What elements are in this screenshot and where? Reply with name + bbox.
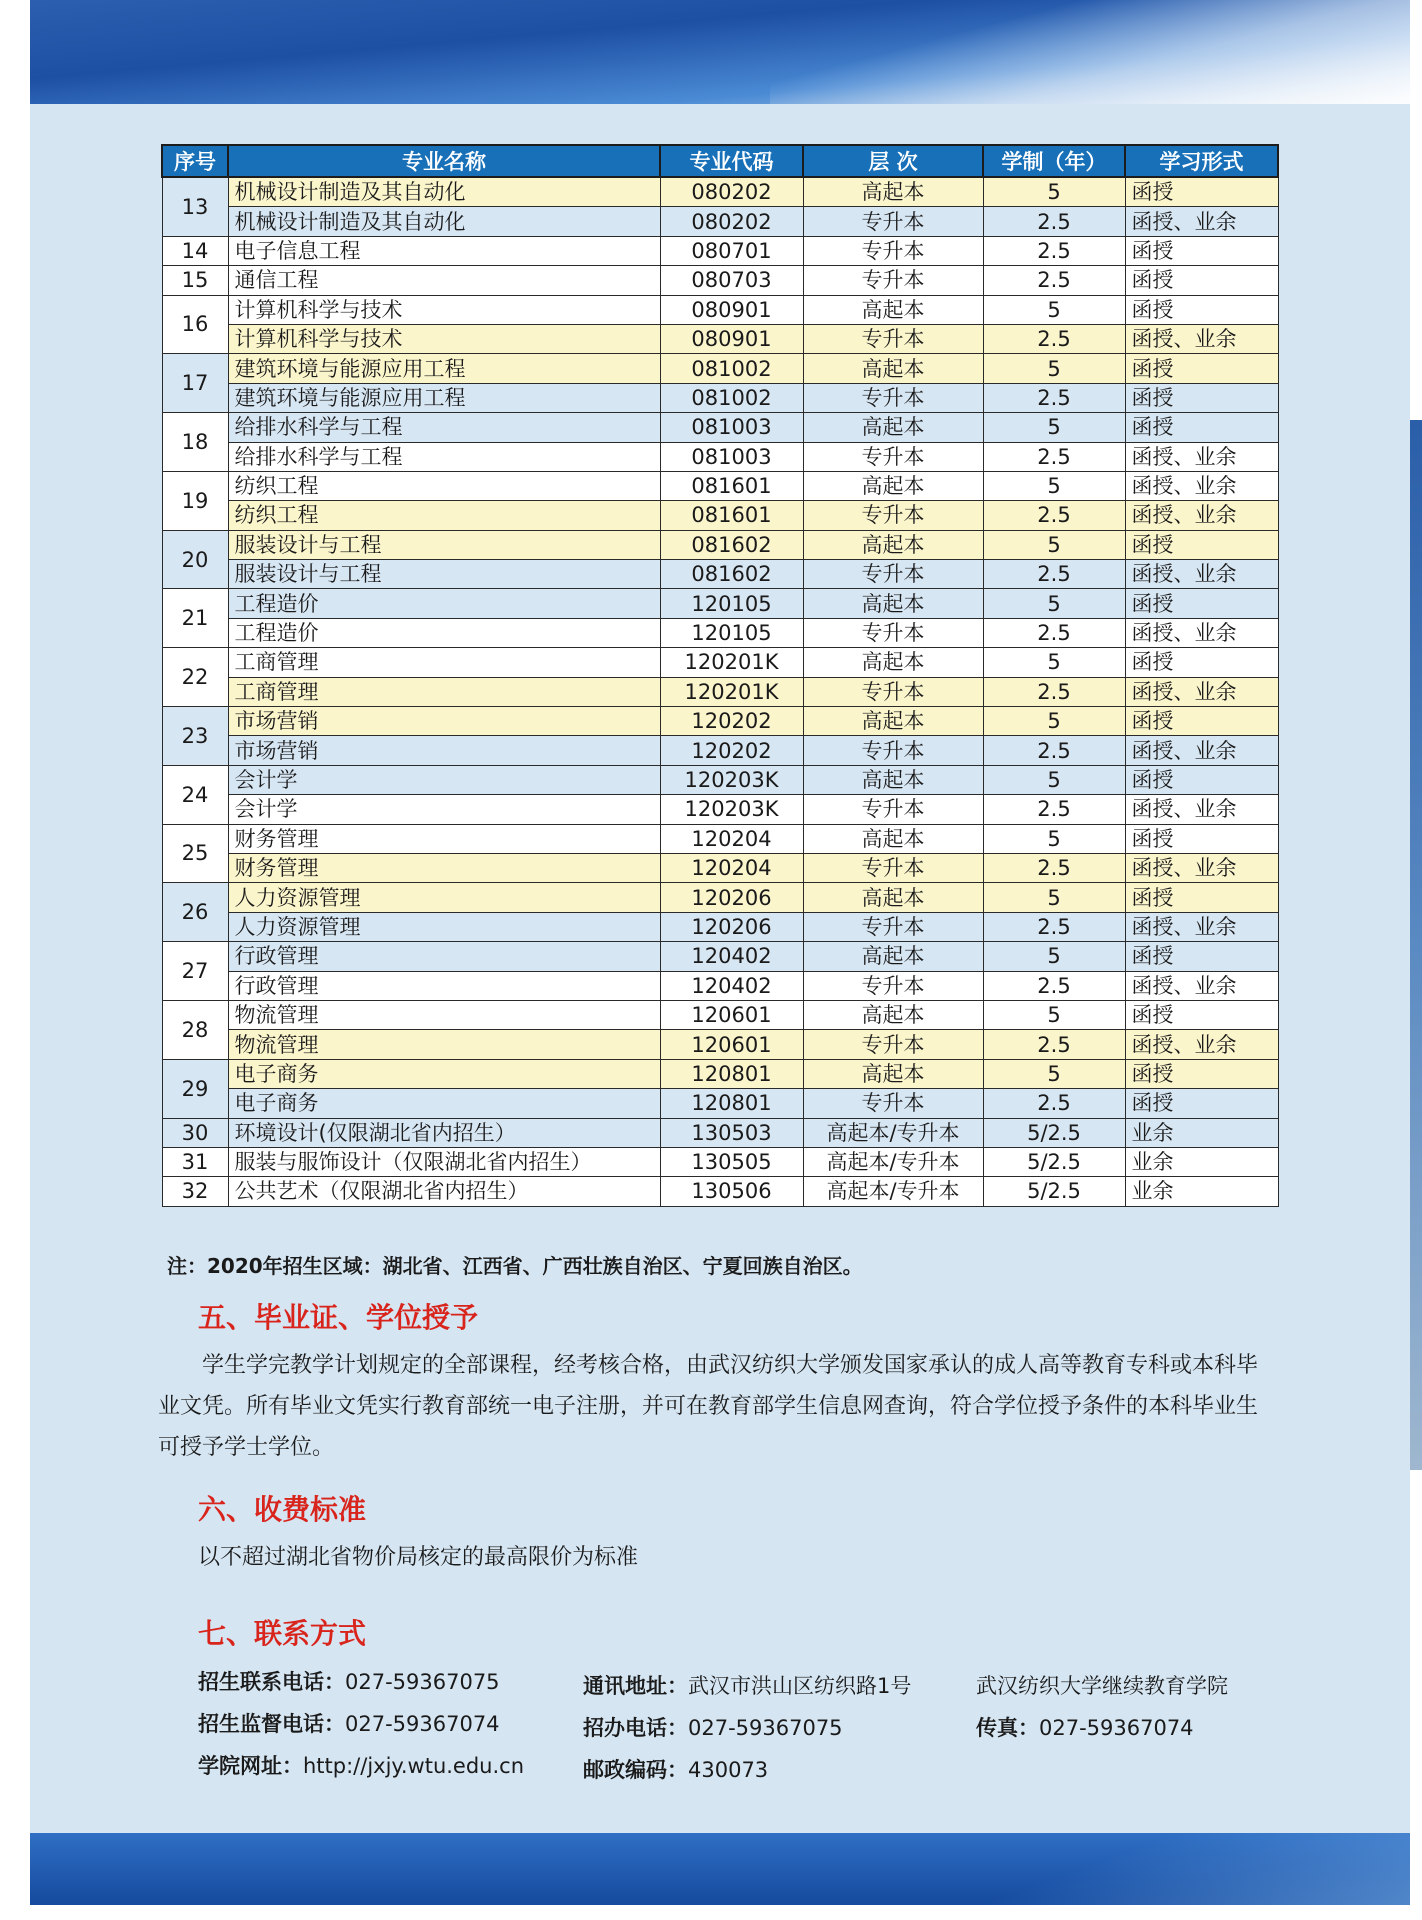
cell-code: 080901 bbox=[660, 295, 803, 324]
cell-mode: 函授 bbox=[1125, 266, 1278, 295]
table-row bbox=[162, 1030, 1278, 1059]
cell-code: 080202 bbox=[660, 177, 803, 207]
table-row bbox=[162, 912, 1278, 941]
cell-mode: 函授、业余 bbox=[1125, 677, 1278, 706]
side-strip bbox=[1410, 420, 1422, 1470]
cell-mode: 函授、业余 bbox=[1125, 853, 1278, 882]
cell-years: 5 bbox=[983, 1000, 1125, 1029]
cell-mode: 函授 bbox=[1125, 707, 1278, 736]
top-banner-wave bbox=[770, 0, 1410, 104]
table-row bbox=[162, 413, 1278, 442]
table-row bbox=[162, 177, 1278, 207]
cell-years: 5 bbox=[983, 589, 1125, 618]
cell-code: 120206 bbox=[660, 883, 803, 912]
cell-years: 5 bbox=[983, 883, 1125, 912]
table-row bbox=[162, 795, 1278, 824]
bottom-banner-wave bbox=[890, 1833, 1410, 1905]
table-row bbox=[162, 236, 1278, 265]
cell-code: 130505 bbox=[660, 1147, 803, 1176]
cell-code: 081002 bbox=[660, 354, 803, 383]
cell-level: 专升本 bbox=[803, 207, 983, 236]
cell-name: 工商管理 bbox=[228, 677, 660, 706]
cell-code: 080901 bbox=[660, 324, 803, 353]
cell-code: 120402 bbox=[660, 942, 803, 971]
cell-no: 26 bbox=[162, 883, 228, 942]
cell-no: 32 bbox=[162, 1177, 228, 1206]
cell-no: 19 bbox=[162, 471, 228, 530]
cell-mode: 函授、业余 bbox=[1125, 501, 1278, 530]
cell-name: 机械设计制造及其自动化 bbox=[228, 207, 660, 236]
section-6-title: 六、收费标准 bbox=[198, 1493, 367, 1526]
cell-years: 2.5 bbox=[983, 324, 1125, 353]
cell-level: 高起本 bbox=[803, 648, 983, 677]
cell-years: 2.5 bbox=[983, 1030, 1125, 1059]
contact-supervise bbox=[198, 1708, 500, 1738]
cell-years: 2.5 bbox=[983, 971, 1125, 1000]
cell-years: 5 bbox=[983, 707, 1125, 736]
cell-name: 给排水科学与工程 bbox=[228, 413, 660, 442]
cell-years: 5/2.5 bbox=[983, 1118, 1125, 1147]
cell-name: 电子信息工程 bbox=[228, 236, 660, 265]
cell-years: 2.5 bbox=[983, 912, 1125, 941]
cell-level: 专升本 bbox=[803, 266, 983, 295]
cell-years: 2.5 bbox=[983, 853, 1125, 882]
contact-office bbox=[583, 1712, 843, 1742]
contact-supervise-value: 027-59367074 bbox=[345, 1712, 500, 1736]
cell-years: 2.5 bbox=[983, 236, 1125, 265]
cell-mode: 函授、业余 bbox=[1125, 560, 1278, 589]
contact-phone bbox=[198, 1666, 500, 1696]
table-row bbox=[162, 471, 1278, 500]
cell-name: 服装设计与工程 bbox=[228, 530, 660, 559]
cell-level: 专升本 bbox=[803, 324, 983, 353]
cell-years: 5 bbox=[983, 295, 1125, 324]
cell-level: 专升本 bbox=[803, 1030, 983, 1059]
cell-no: 29 bbox=[162, 1059, 228, 1118]
header-years: 学制（年） bbox=[983, 145, 1125, 177]
contact-address-label: 通讯地址： bbox=[583, 1674, 688, 1698]
cell-name: 物流管理 bbox=[228, 1030, 660, 1059]
contact-supervise-label: 招生监督电话： bbox=[198, 1712, 345, 1736]
cell-level: 专升本 bbox=[803, 853, 983, 882]
cell-mode: 函授、业余 bbox=[1125, 442, 1278, 471]
table-row bbox=[162, 1147, 1278, 1176]
cell-level: 专升本 bbox=[803, 677, 983, 706]
contact-postcode-label: 邮政编码： bbox=[583, 1758, 688, 1782]
cell-no: 18 bbox=[162, 413, 228, 472]
cell-name: 服装设计与工程 bbox=[228, 560, 660, 589]
majors-table-body bbox=[162, 177, 1278, 1206]
table-row bbox=[162, 266, 1278, 295]
table-row bbox=[162, 354, 1278, 383]
cell-level: 高起本/专升本 bbox=[803, 1147, 983, 1176]
header-level: 层 次 bbox=[803, 145, 983, 177]
cell-years: 5/2.5 bbox=[983, 1147, 1125, 1176]
cell-no: 30 bbox=[162, 1118, 228, 1147]
cell-years: 5 bbox=[983, 824, 1125, 853]
cell-level: 高起本 bbox=[803, 824, 983, 853]
enrollment-note: 注：2020年招生区域：湖北省、江西省、广西壮族自治区、宁夏回族自治区。 bbox=[167, 1254, 863, 1278]
cell-name: 市场营销 bbox=[228, 707, 660, 736]
cell-mode: 函授 bbox=[1125, 413, 1278, 442]
cell-years: 2.5 bbox=[983, 560, 1125, 589]
cell-code: 081601 bbox=[660, 501, 803, 530]
cell-name: 市场营销 bbox=[228, 736, 660, 765]
cell-level: 高起本 bbox=[803, 177, 983, 207]
cell-mode: 函授、业余 bbox=[1125, 736, 1278, 765]
cell-code: 120206 bbox=[660, 912, 803, 941]
cell-level: 高起本/专升本 bbox=[803, 1118, 983, 1147]
cell-mode: 函授 bbox=[1125, 383, 1278, 412]
cell-level: 高起本 bbox=[803, 471, 983, 500]
cell-years: 5 bbox=[983, 471, 1125, 500]
cell-name: 行政管理 bbox=[228, 971, 660, 1000]
cell-mode: 函授 bbox=[1125, 295, 1278, 324]
cell-level: 专升本 bbox=[803, 501, 983, 530]
cell-code: 120601 bbox=[660, 1000, 803, 1029]
cell-level: 专升本 bbox=[803, 736, 983, 765]
cell-code: 130503 bbox=[660, 1118, 803, 1147]
top-banner bbox=[30, 0, 1410, 104]
cell-level: 高起本/专升本 bbox=[803, 1177, 983, 1206]
cell-mode: 函授、业余 bbox=[1125, 207, 1278, 236]
table-row bbox=[162, 942, 1278, 971]
cell-name: 建筑环境与能源应用工程 bbox=[228, 383, 660, 412]
table-row bbox=[162, 1118, 1278, 1147]
cell-mode: 函授、业余 bbox=[1125, 912, 1278, 941]
contact-fax-value: 027-59367074 bbox=[1039, 1716, 1194, 1740]
cell-mode: 函授 bbox=[1125, 530, 1278, 559]
cell-mode: 函授 bbox=[1125, 1000, 1278, 1029]
cell-name: 计算机科学与技术 bbox=[228, 295, 660, 324]
cell-no: 27 bbox=[162, 942, 228, 1001]
cell-name: 工商管理 bbox=[228, 648, 660, 677]
cell-code: 120204 bbox=[660, 824, 803, 853]
cell-name: 工程造价 bbox=[228, 618, 660, 647]
cell-years: 5 bbox=[983, 530, 1125, 559]
cell-code: 081003 bbox=[660, 442, 803, 471]
cell-name: 服装与服饰设计（仅限湖北省内招生） bbox=[228, 1147, 660, 1176]
cell-years: 2.5 bbox=[983, 1089, 1125, 1118]
cell-mode: 函授 bbox=[1125, 589, 1278, 618]
cell-name: 通信工程 bbox=[228, 266, 660, 295]
cell-level: 专升本 bbox=[803, 971, 983, 1000]
cell-code: 080701 bbox=[660, 236, 803, 265]
cell-name: 环境设计(仅限湖北省内招生） bbox=[228, 1118, 660, 1147]
contact-postcode bbox=[583, 1754, 768, 1784]
table-row bbox=[162, 501, 1278, 530]
cell-name: 会计学 bbox=[228, 795, 660, 824]
cell-name: 工程造价 bbox=[228, 589, 660, 618]
cell-years: 2.5 bbox=[983, 618, 1125, 647]
contact-office-value: 027-59367075 bbox=[688, 1716, 843, 1740]
header-name: 专业名称 bbox=[228, 145, 660, 177]
cell-years: 5 bbox=[983, 177, 1125, 207]
cell-code: 120201K bbox=[660, 677, 803, 706]
cell-mode: 函授 bbox=[1125, 648, 1278, 677]
cell-mode: 函授 bbox=[1125, 354, 1278, 383]
cell-code: 081602 bbox=[660, 560, 803, 589]
cell-name: 财务管理 bbox=[228, 853, 660, 882]
cell-code: 120204 bbox=[660, 853, 803, 882]
cell-level: 专升本 bbox=[803, 236, 983, 265]
cell-level: 专升本 bbox=[803, 383, 983, 412]
cell-years: 2.5 bbox=[983, 795, 1125, 824]
cell-years: 5 bbox=[983, 1059, 1125, 1088]
cell-code: 120203K bbox=[660, 765, 803, 794]
section-5-title: 五、毕业证、学位授予 bbox=[198, 1301, 479, 1334]
contact-college: 武汉纺织大学继续教育学院 bbox=[976, 1674, 1228, 1698]
cell-name: 电子商务 bbox=[228, 1059, 660, 1088]
cell-code: 130506 bbox=[660, 1177, 803, 1206]
table-row bbox=[162, 736, 1278, 765]
header-no: 序号 bbox=[162, 145, 228, 177]
cell-no: 24 bbox=[162, 765, 228, 824]
cell-no: 21 bbox=[162, 589, 228, 648]
cell-level: 专升本 bbox=[803, 618, 983, 647]
cell-name: 纺织工程 bbox=[228, 501, 660, 530]
cell-code: 120105 bbox=[660, 618, 803, 647]
cell-name: 人力资源管理 bbox=[228, 883, 660, 912]
bottom-banner bbox=[30, 1833, 1410, 1905]
cell-years: 2.5 bbox=[983, 736, 1125, 765]
table-row bbox=[162, 1000, 1278, 1029]
cell-mode: 函授 bbox=[1125, 1089, 1278, 1118]
cell-level: 高起本 bbox=[803, 883, 983, 912]
contact-phone-label: 招生联系电话： bbox=[198, 1670, 345, 1694]
cell-no: 13 bbox=[162, 177, 228, 236]
cell-no: 20 bbox=[162, 530, 228, 589]
cell-name: 人力资源管理 bbox=[228, 912, 660, 941]
cell-mode: 函授、业余 bbox=[1125, 1030, 1278, 1059]
contact-phone-value: 027-59367075 bbox=[345, 1670, 500, 1694]
cell-name: 物流管理 bbox=[228, 1000, 660, 1029]
cell-no: 22 bbox=[162, 648, 228, 707]
cell-level: 高起本 bbox=[803, 295, 983, 324]
cell-code: 120203K bbox=[660, 795, 803, 824]
table-row bbox=[162, 853, 1278, 882]
section-6-body: 以不超过湖北省物价局核定的最高限价为标准 bbox=[198, 1545, 639, 1570]
cell-code: 120402 bbox=[660, 971, 803, 1000]
cell-no: 23 bbox=[162, 707, 228, 766]
cell-name: 机械设计制造及其自动化 bbox=[228, 177, 660, 207]
cell-no: 16 bbox=[162, 295, 228, 354]
header-code: 专业代码 bbox=[660, 145, 803, 177]
contact-website-label: 学院网址： bbox=[198, 1754, 303, 1778]
header-mode: 学习形式 bbox=[1125, 145, 1278, 177]
cell-years: 2.5 bbox=[983, 677, 1125, 706]
cell-mode: 业余 bbox=[1125, 1118, 1278, 1147]
cell-years: 2.5 bbox=[983, 266, 1125, 295]
contact-office-label: 招办电话： bbox=[583, 1716, 688, 1740]
contact-address-value: 武汉市洪山区纺织路1号 bbox=[688, 1674, 912, 1698]
cell-code: 080703 bbox=[660, 266, 803, 295]
cell-level: 高起本 bbox=[803, 1059, 983, 1088]
cell-mode: 函授 bbox=[1125, 236, 1278, 265]
cell-mode: 函授 bbox=[1125, 1059, 1278, 1088]
cell-level: 高起本 bbox=[803, 1000, 983, 1029]
cell-no: 14 bbox=[162, 236, 228, 265]
cell-mode: 函授、业余 bbox=[1125, 618, 1278, 647]
table-row bbox=[162, 677, 1278, 706]
cell-mode: 函授、业余 bbox=[1125, 471, 1278, 500]
cell-no: 28 bbox=[162, 1000, 228, 1059]
cell-code: 120202 bbox=[660, 736, 803, 765]
table-row bbox=[162, 530, 1278, 559]
table-row bbox=[162, 971, 1278, 1000]
cell-code: 120105 bbox=[660, 589, 803, 618]
cell-years: 5 bbox=[983, 765, 1125, 794]
cell-years: 5 bbox=[983, 413, 1125, 442]
cell-years: 5 bbox=[983, 354, 1125, 383]
cell-name: 建筑环境与能源应用工程 bbox=[228, 354, 660, 383]
cell-code: 120202 bbox=[660, 707, 803, 736]
cell-no: 25 bbox=[162, 824, 228, 883]
cell-code: 120201K bbox=[660, 648, 803, 677]
table-row bbox=[162, 295, 1278, 324]
cell-name: 给排水科学与工程 bbox=[228, 442, 660, 471]
cell-code: 120801 bbox=[660, 1089, 803, 1118]
cell-level: 高起本 bbox=[803, 530, 983, 559]
cell-name: 电子商务 bbox=[228, 1089, 660, 1118]
cell-code: 081002 bbox=[660, 383, 803, 412]
section-5-body: 学生学完教学计划规定的全部课程，经考核合格，由武汉纺织大学颁发国家承认的成人高等教育专科或本科毕业文凭。所有毕业文凭实行教育部统一电子注册，并可在教育部学生信息网查询，符合学位授予条件的本科毕业生可授予学士学位。 bbox=[158, 1353, 1259, 1460]
contact-fax-label: 传真： bbox=[976, 1716, 1039, 1740]
cell-level: 高起本 bbox=[803, 589, 983, 618]
cell-name: 财务管理 bbox=[228, 824, 660, 853]
contact-website bbox=[198, 1750, 524, 1780]
cell-years: 2.5 bbox=[983, 501, 1125, 530]
table-row bbox=[162, 648, 1278, 677]
table-row bbox=[162, 1089, 1278, 1118]
cell-level: 专升本 bbox=[803, 912, 983, 941]
cell-level: 高起本 bbox=[803, 354, 983, 383]
cell-code: 081003 bbox=[660, 413, 803, 442]
cell-code: 120801 bbox=[660, 1059, 803, 1088]
contact-postcode-value: 430073 bbox=[688, 1758, 769, 1782]
cell-years: 2.5 bbox=[983, 383, 1125, 412]
cell-code: 081601 bbox=[660, 471, 803, 500]
cell-level: 专升本 bbox=[803, 795, 983, 824]
cell-mode: 函授 bbox=[1125, 824, 1278, 853]
cell-no: 17 bbox=[162, 354, 228, 413]
cell-mode: 函授、业余 bbox=[1125, 324, 1278, 353]
table-row bbox=[162, 589, 1278, 618]
cell-years: 2.5 bbox=[983, 442, 1125, 471]
cell-mode: 函授 bbox=[1125, 177, 1278, 207]
table-row bbox=[162, 207, 1278, 236]
table-row bbox=[162, 1177, 1278, 1206]
cell-level: 高起本 bbox=[803, 765, 983, 794]
cell-level: 专升本 bbox=[803, 1089, 983, 1118]
cell-mode: 函授、业余 bbox=[1125, 795, 1278, 824]
cell-level: 高起本 bbox=[803, 942, 983, 971]
table-row bbox=[162, 707, 1278, 736]
cell-mode: 函授、业余 bbox=[1125, 971, 1278, 1000]
contact-website-value[interactable]: http://jxjy.wtu.edu.cn bbox=[303, 1754, 525, 1778]
cell-name: 纺织工程 bbox=[228, 471, 660, 500]
cell-years: 5 bbox=[983, 942, 1125, 971]
table-row bbox=[162, 765, 1278, 794]
table-row bbox=[162, 324, 1278, 353]
section-7-title: 七、联系方式 bbox=[198, 1617, 367, 1650]
cell-level: 高起本 bbox=[803, 413, 983, 442]
cell-no: 31 bbox=[162, 1147, 228, 1176]
cell-mode: 函授 bbox=[1125, 883, 1278, 912]
table-header-row bbox=[162, 145, 1278, 177]
cell-name: 会计学 bbox=[228, 765, 660, 794]
contact-fax bbox=[976, 1712, 1194, 1742]
table-row bbox=[162, 383, 1278, 412]
cell-years: 2.5 bbox=[983, 207, 1125, 236]
cell-mode: 业余 bbox=[1125, 1147, 1278, 1176]
table-row bbox=[162, 1059, 1278, 1088]
table-row bbox=[162, 560, 1278, 589]
cell-years: 5 bbox=[983, 648, 1125, 677]
table-row bbox=[162, 883, 1278, 912]
table-row bbox=[162, 618, 1278, 647]
cell-mode: 函授 bbox=[1125, 765, 1278, 794]
majors-table bbox=[161, 144, 1279, 1207]
cell-years: 5/2.5 bbox=[983, 1177, 1125, 1206]
contact-address bbox=[583, 1670, 911, 1700]
cell-code: 120601 bbox=[660, 1030, 803, 1059]
cell-mode: 业余 bbox=[1125, 1177, 1278, 1206]
cell-level: 专升本 bbox=[803, 560, 983, 589]
cell-name: 公共艺术（仅限湖北省内招生） bbox=[228, 1177, 660, 1206]
cell-level: 专升本 bbox=[803, 442, 983, 471]
table-row bbox=[162, 442, 1278, 471]
cell-mode: 函授 bbox=[1125, 942, 1278, 971]
table-row bbox=[162, 824, 1278, 853]
cell-no: 15 bbox=[162, 266, 228, 295]
cell-name: 行政管理 bbox=[228, 942, 660, 971]
cell-name: 计算机科学与技术 bbox=[228, 324, 660, 353]
cell-code: 080202 bbox=[660, 207, 803, 236]
cell-code: 081602 bbox=[660, 530, 803, 559]
cell-level: 高起本 bbox=[803, 707, 983, 736]
